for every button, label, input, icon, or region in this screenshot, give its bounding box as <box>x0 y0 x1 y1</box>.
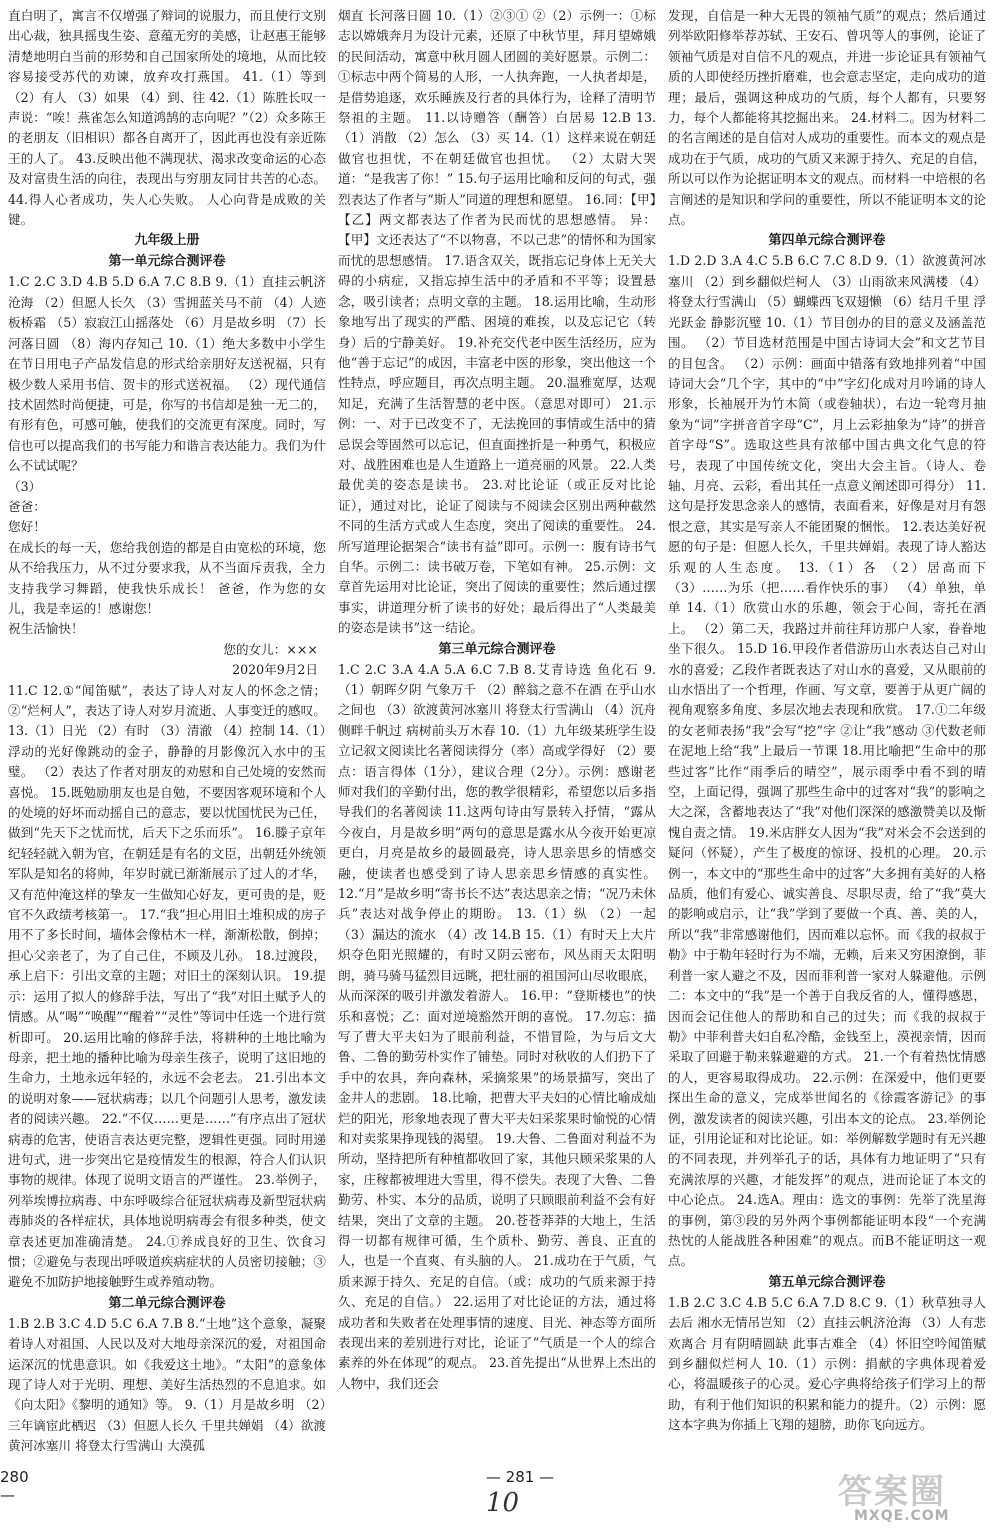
answer-paragraph: 发现，自信是一种大无畏的领袖气质”的观点；然后通过列举欧阳修举荐苏轼、王安石、曾巩等人的事例，论证了领袖气质是对自信不凡的观点，并进一步论证具有领袖气质的人即使经历挫折磨难，也会意志坚定，走向成功的道理；最后，强调这种成功的气质，每个人都有，只要努力，每个人都能将其挖掘出来。 24.材料二。因为材料二的名言阐述的是自信对人成功的重要性。而本文的观点是成功在于气质，成功的气质又来源于持久、充足的自信，所以可以作为论据证明本文的观点。而材料一中培根的名言阐述的是知识和学问的重要性，所以不能证明本文的论点。 <box>668 8 986 228</box>
letter-paragraph: 在成长的每一天，您给我创造的都是自由宽松的环境，您从不给我压力，从不过分要求我，从不当面斥责我，全力支持我学习舞蹈，使我快乐成长！ 爸爸，作为您的女儿，我是幸运的！感谢您！ <box>8 539 326 616</box>
answer-paragraph: 1.C 2.C 3.D 4.B 5.D 6.A 7.C 8.B 9.（1）直挂云帆济沧海 （2）但愿人长久 （3）雪拥蓝关马不前 （4）人迹板桥霜 （5）寂寂江山摇落处 （6）月是故乡明 （7）长河落日圆 （8）海内存知己 10.（1）绝大多数中小学生在节日用电子产品发信息的形式给亲朋好友送祝福，只有极少数人采用书信、贺卡的形式送祝福。 （2）现代通信技术固然时尚便捷，可是，你写的书信却是独一无二的，有形有色，可感可触，使我们的交流更有深度。同时，写信也可以提高我们的书写能力和谐言表达能力。我们为什么不试试呢？ <box>8 274 326 474</box>
left-page-number: 280 — <box>0 1468 29 1504</box>
section-heading: 第五单元综合测评卷 <box>768 1274 886 1290</box>
letter-paragraph: 您好！ <box>8 519 46 535</box>
answer-paragraph: 1.B 2.C 3.C 4.B 5.C 6.A 7.D 8.C 9.（1）秋草独寻人去后 湘水无情吊岂知 （2）直挂云帆济沧海 （3）人有悲欢离合 月有阴晴圆缺 此事古难全 （4）怀旧空吟闻笛赋 到乡翻似烂柯人 10.（1）示例：捐献的字典体现着爱心，将温暖孩子的心灵。爱心字典将给孩子们学习上的帮助，有利于他们知识的积累和能力的提升。（2）示例：愿这本字典为你插上飞翔的翅膀，助你飞向远方。 <box>668 1294 986 1433</box>
handwritten-page-mark: 10 <box>486 1488 520 1518</box>
watermark-url: MXQE.COM <box>854 1508 950 1524</box>
letter-signature: 您的女儿：××× <box>223 641 318 657</box>
letter-date: 2020年9月2日 <box>232 662 318 678</box>
answer-column-3 <box>668 6 986 1466</box>
answer-paragraph: 直白明了，寓言不仅增强了辩词的说服力，而且使行文别出心裁，独具摇曳生姿、意蕴无穷的美感，让赵惠王能够清楚地明白当前的形势和自己国家所处的境地，从而比较容易接受苏代的劝谏，放弃攻打燕国。 41.（1）等到 （2）有人 （3）如果 （4）到、往 42.（1）陈胜长叹一声说：“唉！燕雀怎么知道鸿鹄的志向呢？”（2）众多陈王的老朋友（旧相识）都各自离开了，因此再也没有亲近陈王的人了。 43.反映出他不满现状、渴求改变命运的心态及对富贵生活的向往，表现出与穷朋友同甘共苦的心态。 44.得人心者成功，失人心失败。 人心向背是成败的关键。 <box>8 8 326 228</box>
letter-salutation: 爸爸： <box>8 498 46 514</box>
site-watermark <box>836 1464 996 1528</box>
answer-paragraph: 11.C 12.①“闻笛赋”，表达了诗人对友人的怀念之情；②“烂柯人”，表达了诗人对岁月流逝、人事变迁的感叹。 13.（1）日光 （2）有时 （3）清澈 （4）控制 14.（1）浮动的光好像跳动的金子，静静的月影像沉入水中的玉璧。 （2）表达了作者对朋友的劝慰和自己处境的安然而喜悦。 15.既勉励朋友也是自勉，不要因客观环境和个人的处境的好坏而动摇自己的意志，要以忧国忧民为己任，做到“先天下之忧而忧，后天下之乐而乐”。 16.滕子京年纪轻轻就入朝为官，在朝廷是有名的文臣，出朝廷外统领军队是知名的将帅，年岁时就已渐渐展示了过人的才华，又有范仲淹这样的挚友一生做知心好友，更可贵的是，贬官不久政绩考核第一。 17.“我”担心用旧土堆积成的房子用不了多长时间，墙体会像枯木一样，渐渐松散，倒掉；担心父亲老了，为了自己住，不顾及儿孙。 18.过渡段，承上启下：引出文章的主题；对旧土的深刻认识。 19.提示：运用了拟人的修辞手法，写出了“我”对旧土赋予人的情感。从“喝”“唤醒”“醒着”“灵性”等词中任选一个进行赏析即可。 20.运用比喻的修辞手法，将耕种的土地比喻为母亲，把土地的播种比喻为母亲生孩子，说明了这旧地的生命力，土地永远年轻的，永远不会老去。 21.引出本文的说明对象——冠状病毒；以几个问题引人思考，激发读者的阅读兴趣。 22.“不仅……更是……”有序点出了冠状病毒的危害，使语言表达更完整，逻辑性更强。同时用递进句式，进一步突出它是疫情发生的根源，符合人们认识事物的规律。体现了说明文语言的严谨性。 23.举例子，列举埃博拉病毒、中东呼吸综合征冠状病毒及新型冠状病毒肺炎的各样症状，具体地说明病毒会有很多种类，使文章表述更加准确清楚。 24.①养成良好的卫生、饮食习惯；②避免与表现出呼吸道疾病症状的人员密切接触；③避免不加防护地接触野生或养殖动物。 <box>8 682 326 1290</box>
answer-column-2 <box>338 6 656 1466</box>
answer-paragraph: 1.B 2.B 3.C 4.D 5.C 6.A 7.B 8.“土地”这个意象，凝聚着诗人对祖国、人民以及对大地母亲深沉的爱，对祖国命运深沉的忧患意识。如《我爱这土地》。“太阳”的意象体现了诗人对于光明、理想、美好生活热烈的不息追求。如《向太阳》《黎明的通知》等。 9.（1）月是故乡明 （2）三年谪宦此栖迟 （3）但愿人长久 千里共婵娟 （4）欲渡黄河冰塞川 将登太行雪满山 大漠孤 <box>8 1315 326 1454</box>
answer-paragraph: 1.C 2.C 3.A 4.A 5.A 6.C 7.B 8.艾青诗选 鱼化石 9.（1）朝晖夕阴 气象万千 （2）醉翁之意不在酒 在乎山水之间也 （3）欲渡黄河冰塞川 将登太行雪满山 （4）沉舟侧畔千帆过 病树前头万木春 10.（1）九年级某班学生设立记叙文阅读比名著阅读得分（率）高或学得好 （2）要点：语言得体（1分），建议合理（2分）。示例：感谢老师对我们的辛勤付出，您的教学很精彩，希望您以后多指导我们的名著阅读 11.这两句诗由写景转入抒情，“露从今夜白，月是故乡明”两句的意思是露水从今夜开始更凉更白，月亮是故乡的最圆最亮，诗人思亲思乡的情感交融，使读者也感受到了诗人思亲思乡情感的真实性。 12.“月”是故乡明“寄书长不达”表达思亲之情；“况乃未休兵”表达对战争停止的期盼。 13.（1）纵 （2）一起 （3）漏达的流水 （4）改 14.B 15.（1）有时天上大片炽夺色阳光照耀的，有时又阴云密布，风丛雨天太阳明朗，骑马骑马猛烈目远眺，把壮丽的祖国河山尽收眼底，从而深深的吸引并激发着游人。 16.甲：“登斯楼也”的快乐和喜悦；乙：面对逆境豁然开朗的喜悦。 17.勿忘：描写了曹大平夫妇为了眼前利益，不惜冒险，为与后文大鲁、二鲁的勤劳朴实作了铺垫。同时对秋收的人们扔下了手中的农具，奔向森林，采摘浆果”的场景描写，突出了金井人的悲剧。 18.比喻，把曹大平夫妇的心情比喻成灿烂的阳光，形象地表现了曹大平夫妇采浆果时愉悦的心情和对卖浆果挣现钱的渴望。 19.大鲁、二鲁面对利益不为所动，坚持把所有种植都收回了家，其他只顾采浆果的人家，庄稼都被埋进大雪里，得不偿失。表现了大鲁、二鲁勤劳、朴实、本分的品质，说明了只顾眼前利益不会有好结果，突出了文章的主题。 20.苍苍莽莽的大地上，生活得一切都有规律可循，生个质朴、勤劳、善良、正直的人，也是一个直爽、有头脑的人。 21.成功在于气质，气质来源于持久、充足的自信。（或：成功的气质来源于持久、充足的自信。） 22.运用了对比论证的方法，通过将成功者和失败者在处理事情的速度、目光、神态等方面所表现出来的差别进行对比，论证了“气质是一个人的综合素养的外在体现”的观点。 23.首先提出“从世界上杰出的人物中，我们还会 <box>338 661 656 1391</box>
section-heading: 第一单元综合测评卷 <box>108 254 226 270</box>
letter-paragraph: 祝生活愉快！ <box>8 621 84 637</box>
section-heading: 第三单元综合测评卷 <box>438 641 556 657</box>
answer-paragraph: 1.D 2.D 3.A 4.C 5.B 6.C 7.C 8.D 9.（1）欲渡黄河冰塞川 （2）到乡翻似烂柯人 （3）山雨欲来风满楼 （4）将登太行雪满山 （5）蝴蝶西飞双翅懒 （6）结月千里 浮光跃金 静影沉璧 10.（1）节目创办的目的意义及涵盖范围。 （2）节目选材范围是中国古诗词大会”和文艺节目的目包含。 （2）示例：画面中错落有致地排列着“中国诗词大会”几个字，其中的“中”字幻化成对月吟诵的诗人形象，长袖展开为竹木简（或卷轴状），右边一轮弯月抽象为“词”字拼音首字母“C”，月上云彩抽象为“诗”的拼音首字母“S”。选取这些具有浓郁中国古典文化气息的符号，表现了中国传统文化，突出大会主旨。（诗人、卷轴、月亮、云彩，看出其任一点意义阐述即可得分） 11.这句是抒发思念亲人的感情，表面看来，好像是对月有怨恨之意，其实是写亲人不能团聚的悃怅。 12.表达美好祝愿的句子是：但愿人长久，千里共婵娟。表现了诗人豁达乐观的人生态度。 13.（1）各 （2）居高而下 （3）……为乐（把……看作快乐的事） （4）单独，单单 14.（1）欣赏山水的乐趣，领会于心间，寄托在酒上。 （2）第二天，我路过并前往拜访那户人家，眷眷地坐下很久。 15.D 16.甲段作者借游历山水表达自己对山水的喜爱；乙段作者既表达了对山水的喜爱，又从眼前的山水悟出了一个哲理，作画、写文章，要善于从更广阔的视角观察多角度、多层次地去表现和欣赏。 17.①二年级的女老师表扬“我”会写“挖”字 ②让“我”感动 ③代数老师在泥地上给“我”上最后一节课 18.用比喻把“生命中的那些过客”比作“雨季后的晴空”，展示雨季中看不到的晴空，上面记得，强调了那些生命中的过客对“我”的影响之大之深，含蓄地表达了“我”对他们深深的感激赞美以及惭愧自责之情。 19.米店胖女人因为“我”对米会不会送到的疑问（怀疑），产生了极度的惊讶、投机的心理。 20.示例一，本文中的“那些生命中的过客”大多拥有美好的人格品质，他们有爱心、诚实善良、尽职尽责，给了“我”莫大的影响或启示，让“我”学到了要做一个真、善、美的人，所以“我”非常感谢他们，因而难以忘怀。而《我的叔叔于勒》中于勒年轻时行为不端，无赖，后来又穷困潦倒，菲利普一家人避之不及，因而菲利普一家对人躲避他。示例二：本文中的“我”是一个善于自我反省的人，懂得感恩，因而会记住他人的帮助和自己的过失；而《我的叔叔于勒》中菲利普夫妇自私冷酷，金钱至上，漠视亲情，因而采取了回避于勒来躲避避的方式。 21.一个有着热忱情感的人，更容易取得成功。 22.示例：在深爱中，他们更要探出生命的意义，完成举世闻名的《徐霞客游记》的事例，激发读者的阅读兴趣，引出本文的论点。 23.举例论证，引用论证和对比论证。如：举例解数学题时有无兴趣的不同表现，并列举孔子的话，具体有力地证明了“只有充满浓厚的兴趣，才能发挥”的观点，进而论证了本文的中心论点。 24.选A。理由：选文的事例：先举了洗星海的事例，第③段的另外两个事例都能证明本段“一个充满热忱的人能战胜各种困难”的观点。而B不能证明这一观点。 <box>668 253 986 1269</box>
center-page-number: — 281 — <box>485 1468 555 1486</box>
answer-paragraph: 烟直 长河落日圆 10.（1）②③① ②（2）示例一：①标志以嫦娥奔月为设计元素，还原了中秋节里，拜月望嫦娥的民间活动，寓意中秋月圆人团圆的美好愿景。示例二：①标志中两个简易的人形，一人执奔跑，一人执者却是，是借势追逐，欢乐睡族及行者的具体行为，诠释了清明节祭祖的主题。 11.以诗赠答（酬答）白居易 12.B 13.（1）消散 （2）怎么 （3）买 14.（1）这样来说在朝廷做官也担忧，不在朝廷做官也担忧。 （2）太尉大哭道：“是我害了你！” 15.句子运用比喻和反问的句式，强烈表达了作者与“斯人”同道的理想和愿望。 16.同：【甲】【乙】两文都表达了作者为民而忧的思想感情。 异：【甲】文还表达了“不以物喜，不以己悲”的情怀和为国家而忧的思想感情。 17.语含双关，既指忘记身体上无关大碍的小病症，又指忘掉生活中的矛盾和不平等；设置悬念，吸引读者；点明文章的主题。 18.运用比喻，生动形象地写出了现实的严酷、困境的难挨，以及忘记它（转身）后的宁静美好。 19.补充交代老中医生活经历，应为他“善于忘记”的成因，丰富老中医的形象，突出他这一个性特点，呼应题目，再次点明主题。 20.温雅宽厚，达观知足，充满了生活智慧的老中医。（意思对即可） 21.示例：一、对于已改变不了，无法挽回的事情或生活中的猜忌误会等固然可以忘记，但直面挫折是一种勇气，积极应对、战胜困难也是人生道路上一道亮丽的风景。 22.人类最优美的姿态是读书。 23.对比论证（或正反对比论证），通过对比，论证了阅读与不阅读会区别出两种截然不同的生活方式或人生态度，突出了阅读的重要性。 24.所写道理论据架合“读书有益”即可。示例一：腹有诗书气自华。示例二：读书破万卷，下笔如有神。 25.示例：文章首先运用对比论证，突出了阅读的重要性；然后通过摆事实，讲道理分析了读书的好处；最后得出了“人类最美的姿态是读书”这一结论。 <box>338 8 656 636</box>
section-heading: 第四单元综合测评卷 <box>768 233 886 249</box>
answer-paragraph: （3） <box>8 478 42 494</box>
section-heading: 九年级上册 <box>134 233 200 249</box>
watermark-logo-text: 答案圈 <box>838 1472 946 1512</box>
section-heading: 第二单元综合测评卷 <box>108 1295 226 1311</box>
answer-column-1 <box>8 6 326 1466</box>
